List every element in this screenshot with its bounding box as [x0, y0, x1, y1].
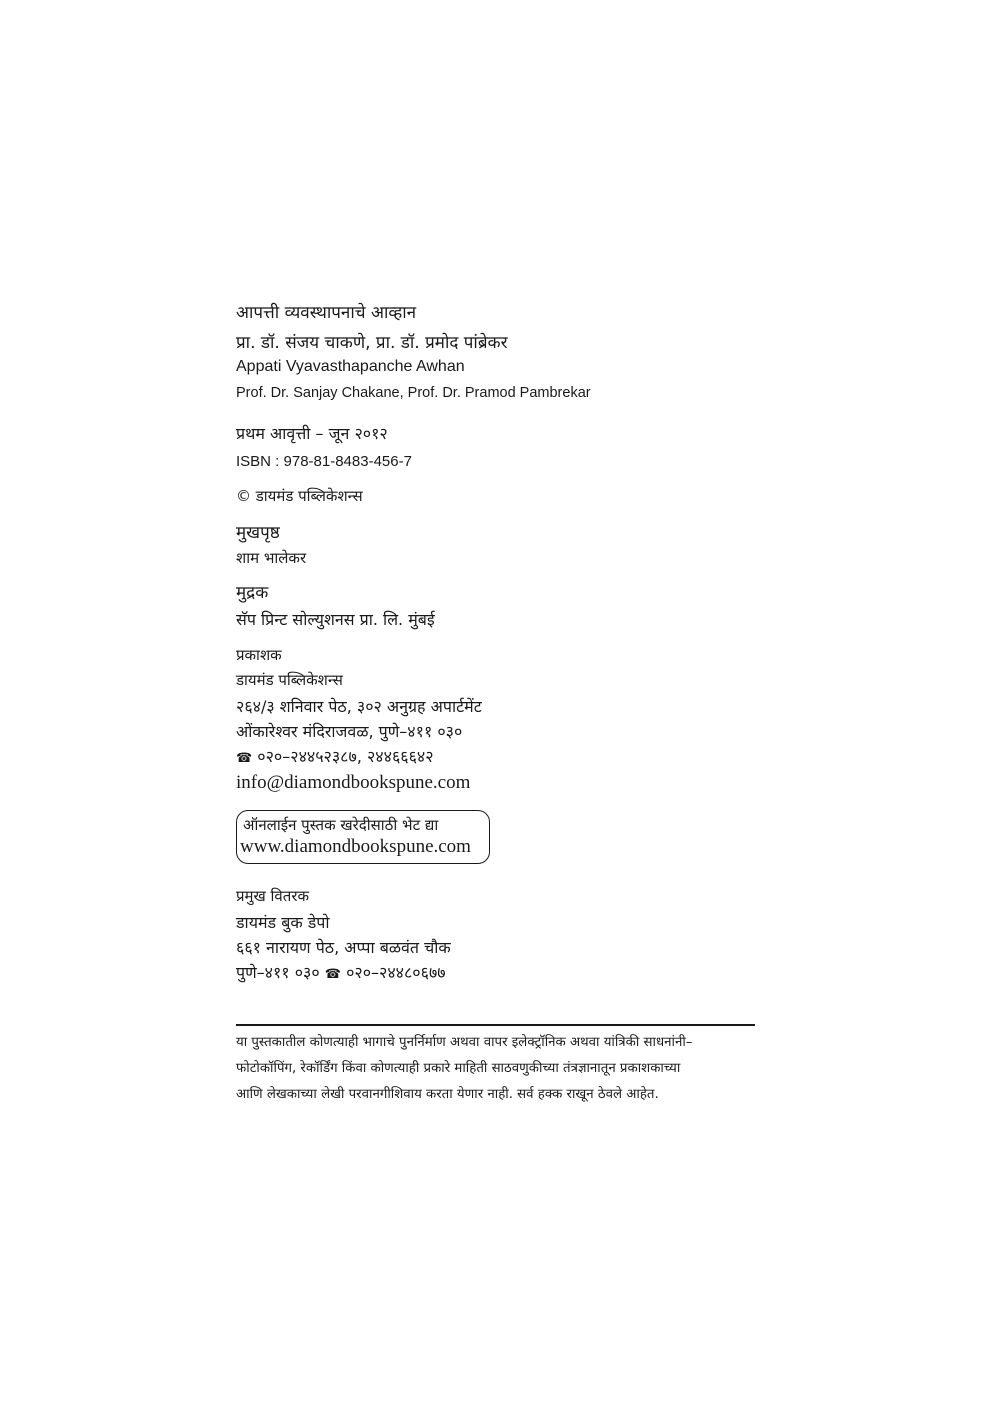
- notice-line: आणि लेखकाच्या लेखी परवानगीशिवाय करता येणार नाही. सर्व हक्क राखून ठेवले आहेत.: [236, 1087, 659, 1102]
- book-title-english: Appati Vyavasthapanche Awhan: [236, 358, 465, 375]
- distributor-address-line2: पुणे–४११ ०३०: [236, 963, 320, 982]
- publisher-address-line1: २६४/३ शनिवार पेठ, ३०२ अनुग्रह अपार्टमेंट: [236, 697, 482, 716]
- edition-info: प्रथम आवृत्ती – जून २०१२: [236, 424, 388, 443]
- publisher-phone-row: [236, 745, 434, 767]
- online-purchase-box: [236, 810, 490, 864]
- phone-icon: ☎: [324, 967, 341, 982]
- copyright-notice: [236, 1030, 766, 1108]
- isbn: ISBN : 978-81-8483-456-7: [236, 453, 412, 470]
- website-link[interactable]: www.diamondbookspune.com: [240, 836, 471, 857]
- cover-artist: शाम भालेकर: [236, 549, 307, 567]
- publisher-label: प्रकाशक: [236, 646, 282, 664]
- publisher-phones: ०२०–२४४५२३८७, २४४६६६४२: [257, 747, 434, 766]
- cover-label: मुखपृष्ठ: [236, 523, 280, 543]
- printer-label: मुद्रक: [236, 583, 269, 603]
- divider-rule: [236, 1024, 755, 1026]
- publisher-address-line2: ओंकारेश्वर मंदिराजवळ, पुणे–४११ ०३०: [236, 722, 463, 741]
- online-purchase-text: ऑनलाईन पुस्तक खरेदीसाठी भेट द्या: [243, 816, 439, 834]
- book-title-marathi: आपत्ती व्यवस्थापनाचे आव्हान: [236, 303, 417, 323]
- notice-line: फोटोकॉपिंग, रेकॉर्डिंग किंवा कोणत्याही प्रकारे माहिती साठवणुकीच्या तंत्रज्ञानातून प्रकाशकाच्या: [236, 1061, 681, 1076]
- phone-icon: ☎: [236, 751, 253, 766]
- authors-english: Prof. Dr. Sanjay Chakane, Prof. Dr. Pramod Pambrekar: [236, 385, 591, 401]
- publisher-email[interactable]: info@diamondbookspune.com: [236, 772, 471, 793]
- distributor-phone: ०२०–२४४८०६७७: [346, 963, 446, 982]
- printer-name: सॅप प्रिन्ट सोल्युशनस प्रा. लि. मुंबई: [236, 610, 435, 629]
- distributor-address-row: [236, 961, 446, 983]
- publisher-name: डायमंड पब्लिकेशन्स: [236, 671, 343, 689]
- notice-line: या पुस्तकातील कोणत्याही भागाचे पुनर्निर्माण अथवा वापर इलेक्ट्रॉनिक अथवा यांत्रिकी साधनांनी–: [236, 1035, 693, 1050]
- distributor-address-line1: ६६१ नारायण पेठ, अप्पा बळवंत चौक: [236, 938, 451, 957]
- distributor-name: डायमंड बुक डेपो: [236, 913, 330, 932]
- copyright: © डायमंड पब्लिकेशन्स: [236, 487, 363, 505]
- distributor-label: प्रमुख वितरक: [236, 887, 309, 905]
- authors-marathi: प्रा. डॉ. संजय चाकणे, प्रा. डॉ. प्रमोद पांब्रेकर: [236, 333, 508, 353]
